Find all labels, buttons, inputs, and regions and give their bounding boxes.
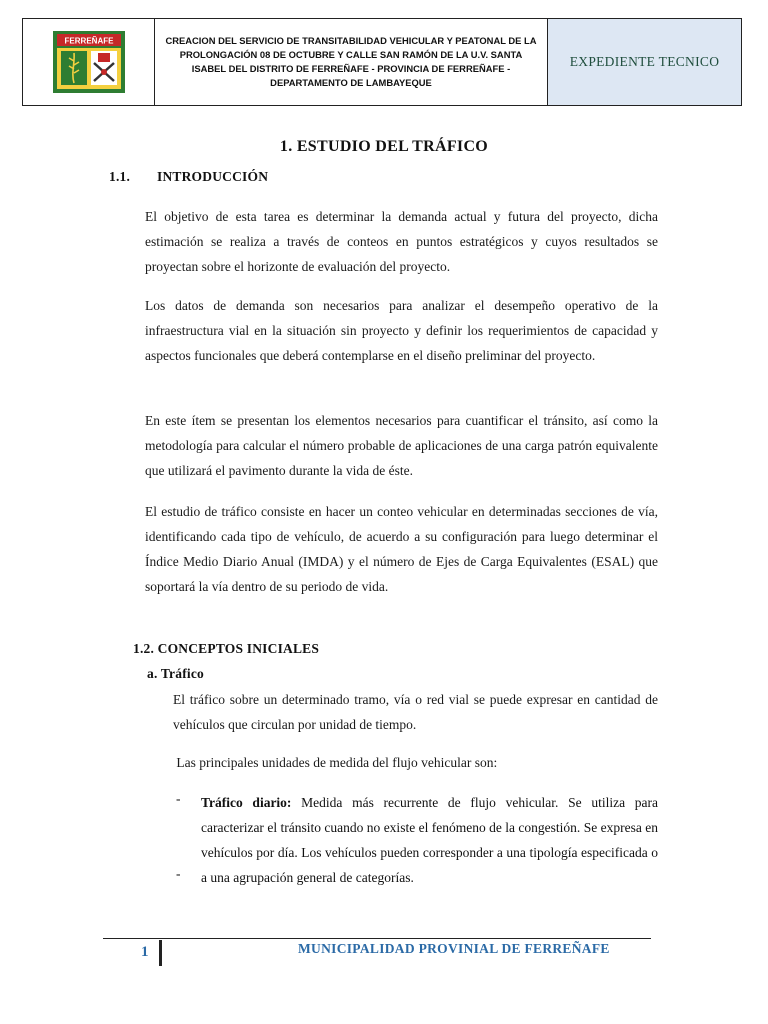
- document-header: [22, 18, 742, 106]
- logo-text: FERREÑAFE: [64, 36, 113, 46]
- subsection-heading-trafico: a. Tráfico: [147, 666, 204, 681]
- bullet-item: [201, 790, 658, 890]
- project-title: CREACION DEL SERVICIO DE TRANSITABILIDAD VEHICULAR Y PEATONAL DE LA PROLONGACIÓN 08 DE OCTUBRE Y CALLE SAN RAMÓN DE LA U.V. SANTA ISABEL DEL DISTRITO DE FERREÑAFE - PROVINCIA DE FERREÑAFE - DEPARTAMENTO DE LAMBAYEQUE: [155, 19, 548, 105]
- trafico-paragraph: El tráfico sobre un determinado tramo, vía o red vial se puede expresar en cantidad de vehículos que circulan por unidad de tiempo.: [173, 692, 658, 732]
- bullet-dash: -: [176, 791, 181, 806]
- logo-cell: [23, 19, 155, 105]
- intro-paragraph: En este ítem se presentan los elementos necesarios para cuantificar el tránsito, así como la metodología para calcular el número probable de aplicaciones de una carga patrón equivalente que utilizará el pavimento durante la vida de éste.: [145, 413, 658, 478]
- page-number: 1: [141, 944, 149, 960]
- section-heading-introduccion: INTRODUCCIÓN: [157, 169, 269, 184]
- bullet-dash: -: [176, 866, 181, 881]
- section-number: 1.1.: [109, 169, 131, 184]
- main-title: 1. ESTUDIO DEL TRÁFICO: [279, 138, 489, 155]
- intro-paragraph: El objetivo de esta tarea es determinar la demanda actual y futura del proyecto, dicha estimación se realiza a través de conteos en puntos estratégicos y cuyos resultados se proyectan sobre el horizonte de evaluación del proyecto.: [145, 209, 658, 274]
- footer-separator: [159, 940, 162, 966]
- ferrenafe-shield-logo: [53, 31, 125, 93]
- intro-paragraph: Los datos de demanda son necesarios para analizar el desempeño operativo de la infraestructura vial en la situación sin proyecto y definir los requerimientos de capacidad y aspectos funcionales que deberá contemplarse en el diseño preliminar del proyecto.: [145, 298, 658, 363]
- trafico-paragraph: Las principales unidades de medida del flujo vehicular son:: [173, 755, 498, 770]
- section-heading-conceptos: 1.2. CONCEPTOS INICIALES: [133, 641, 320, 656]
- footer-divider: [103, 938, 651, 939]
- bullet-term: Tráfico diario:: [201, 795, 292, 810]
- document-type-label: EXPEDIENTE TECNICO: [548, 19, 741, 105]
- footer-institution: MUNICIPALIDAD PROVINIAL DE FERREÑAFE: [298, 941, 610, 956]
- bullet-description: Medida más recurrente de flujo vehicular. Se utiliza para caracterizar el tránsito cuando no existe el fenómeno de la congestión. Se expresa en vehículos por día. Los vehículos pueden corresponder a una tipología especificada o a una agrupación general de categorías.: [201, 795, 658, 885]
- intro-paragraph: El estudio de tráfico consiste en hacer un conteo vehicular en determinadas secciones de vía, identificando cada tipo de vehículo, de acuerdo a su configuración para luego determinar el Índice Medio Diario Anual (IMDA) y el número de Ejes de Carga Equivalentes (ESAL) que soportará la vía dentro de su periodo de vida.: [145, 504, 658, 594]
